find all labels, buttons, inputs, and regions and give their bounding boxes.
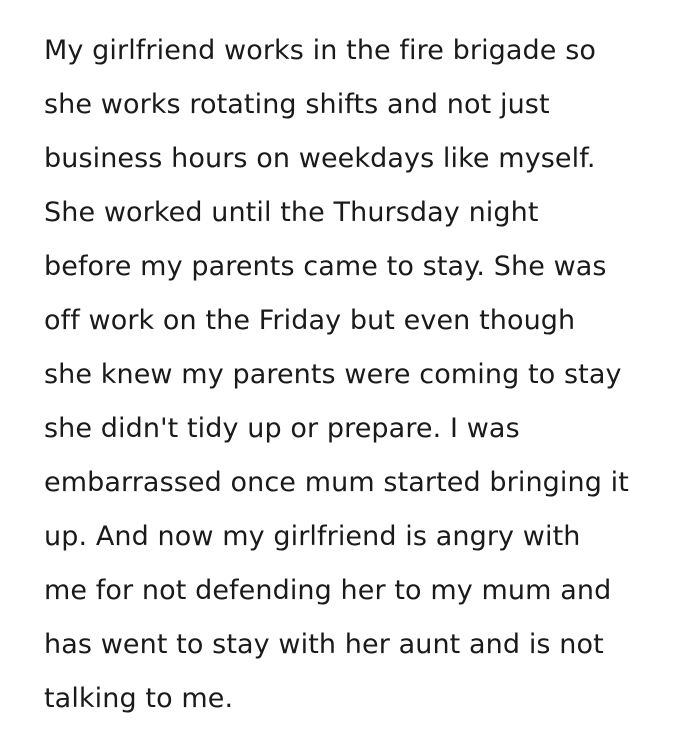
story-line: talking to me. [44, 683, 234, 714]
story-line: business hours on weekdays like myself. [44, 143, 596, 174]
story-line: embarrassed once mum started bringing it [44, 467, 629, 498]
story-line: she didn't tidy up or prepare. I was [44, 413, 520, 444]
story-line: off work on the Friday but even though [44, 305, 576, 336]
story-line: My girlfriend works in the fire brigade so [44, 35, 596, 66]
story-line: me for not defending her to my mum and [44, 575, 612, 606]
story-paragraph [44, 24, 680, 726]
story-line: has went to stay with her aunt and is not [44, 629, 604, 660]
story-line: she knew my parents were coming to stay [44, 359, 622, 390]
story-line: she works rotating shifts and not just [44, 89, 550, 120]
story-line: before my parents came to stay. She was [44, 251, 607, 282]
story-line: She worked until the Thursday night [44, 197, 539, 228]
story-line: up. And now my girlfriend is angry with [44, 521, 581, 552]
